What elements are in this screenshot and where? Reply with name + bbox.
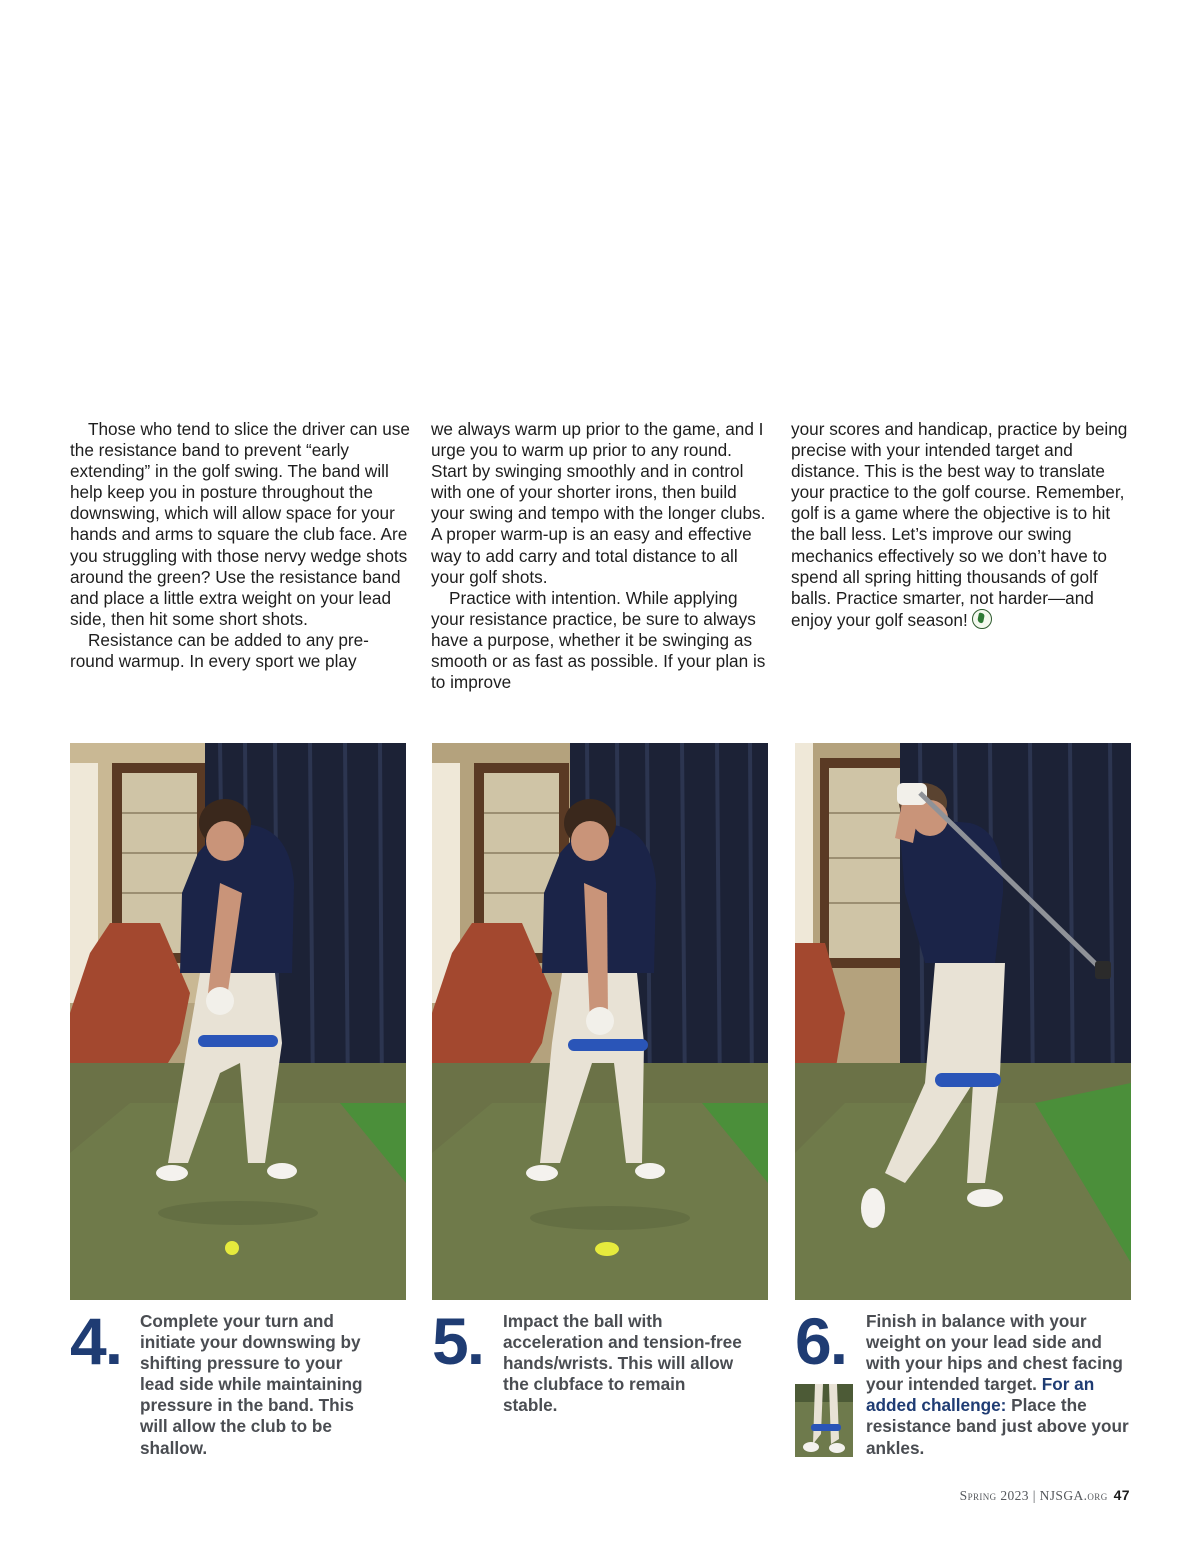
step-caption-text: Finish in balance with your weight on your lead side and with your hips and chest facing your intended target. <box>866 1311 1123 1395</box>
step-number: 6. <box>795 1304 847 1378</box>
paragraph: we always warm up prior to the game, and I urge you to warm up prior to any round. Start by swinging smoothly and in control with one of your shorter irons, then build your swing and tempo with the longer clubs. A proper warm-up is an easy and effective way to add carry and total distance to all your golf shots. <box>431 419 766 587</box>
challenge-label: For an added challenge: <box>866 1374 1095 1416</box>
article-column-2 <box>431 419 771 693</box>
step-number: 5. <box>432 1304 484 1378</box>
page-number: 47 <box>1113 1487 1130 1503</box>
step-caption: Impact the ball with acceleration and tension-free hands/wrists. This will allow the clubface to remain stable. <box>503 1311 742 1416</box>
swing-photo-impact <box>432 743 768 1300</box>
paragraph: Those who tend to slice the driver can use the resistance band to prevent “early extending” in the golf swing. The band will help keep you in posture throughout the downswing, which will allow space for your hands and arms to square the club face. Are you struggling with those nervy wedge shots around the green? Use the resistance band and place a little extra weight on your lead side, then hit some short shots. <box>70 419 410 629</box>
end-of-article-icon <box>972 609 992 629</box>
page-footer <box>960 1487 1130 1504</box>
paragraph: Practice with intention. While applying your resistance practice, be sure to always have a purpose, whether it be swinging as smooth or as fast as possible. If your plan is to improve <box>431 587 766 693</box>
step-caption: Complete your turn and initiate your downswing by shifting pressure to your lead side while maintaining pressure in the band. This will allow the club to be shallow. <box>140 1311 363 1458</box>
challenge-text: Place the resistance band just above your ankles. <box>866 1395 1129 1458</box>
footer-separator: | <box>1028 1488 1040 1503</box>
paragraph: Resistance can be added to any pre-round warmup. In every sport we play <box>70 629 369 672</box>
step-number: 4. <box>70 1304 122 1378</box>
swing-photo-downswing <box>70 743 406 1300</box>
issue-label: Spring 2023 <box>959 1488 1029 1503</box>
inset-photo-ankle-band <box>795 1384 853 1457</box>
paragraph <box>791 419 1131 631</box>
article-column-1 <box>70 419 410 672</box>
step-caption <box>866 1311 1131 1459</box>
paragraph-text: your scores and handicap, practice by being precise with your intended target and distance. This is the best way to translate your practice to the golf course. Remember, golf is a game where the objective is to hit the ball less. Let’s improve our swing mechanics effectively so we don’t have to spend all spring hitting thousands of golf balls. Practice smarter, not harder—and enjoy your golf season! <box>791 419 1128 630</box>
article-column-3 <box>791 419 1131 631</box>
site-label: NJSGA.org <box>1039 1488 1108 1503</box>
swing-photo-finish <box>795 743 1131 1300</box>
